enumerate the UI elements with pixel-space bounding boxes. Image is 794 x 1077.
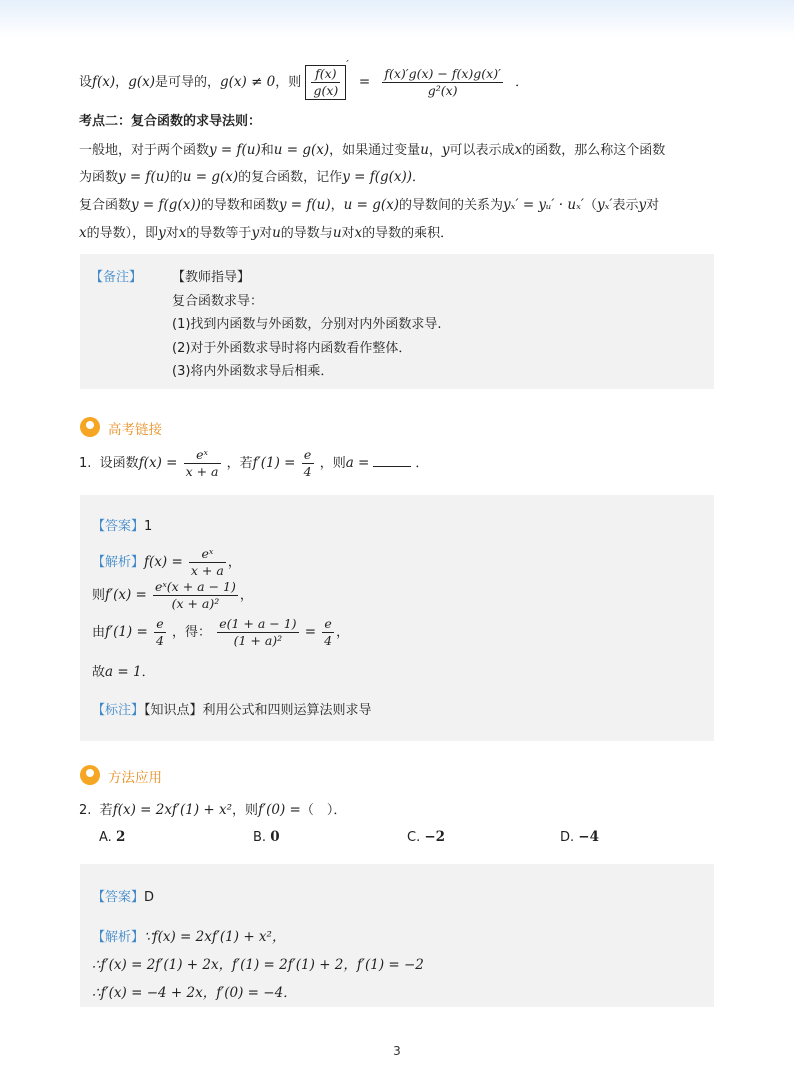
note-panel: [80, 254, 714, 389]
note-line: (3)将内外函数求导后相乘．: [172, 364, 334, 379]
question-2: 2. 若f(x) = 2xf′(1) + x²，则f′(0) =（ ）．: [79, 802, 347, 818]
lightbulb-icon: [80, 765, 100, 785]
analysis-line-1: 【解析】f(x) = $\frac{\text{eˣ}}{x + a}$ ，: [92, 546, 241, 578]
note-line: (2)对于外函数求导时将内函数看作整体．: [172, 340, 412, 356]
answer-blank: [373, 454, 411, 467]
point2-heading: 考点二：复合函数的求导法则：: [79, 114, 262, 129]
note-line: 复合函数求导：: [172, 293, 264, 309]
header-band: [0, 0, 794, 38]
section-title-method: 方法应用: [108, 770, 162, 786]
question-1: 1. 设函数f(x) = $\frac{\text{eˣ}}{x + a}$ ，若f′(1) = $\frac{e}{4}$ ，则a = ．: [79, 447, 429, 479]
note-line: (1)找到内函数与外函数，分别对内外函数求导.: [172, 317, 442, 332]
note-line: 【教师指导】: [172, 270, 251, 285]
quotient-bracket: $\frac{f(x)}{g(x)}$: [305, 65, 346, 100]
point2-line-1: 一般地，对于两个函数y = f(u)和u = g(x)，如果通过变量u，y可以表示成x的函数，那么称这个函数: [79, 142, 666, 158]
quotient-rule-line: 设f(x)，g(x)是可导的，g(x) ≠ 0，则 $\frac{f(x)}{g(x)}$ ′ = $\frac{f(x)'g(x) - f(x)g(x)'}{\text{g²(x)}}$ ．: [79, 58, 529, 98]
option-c: C. −2: [407, 829, 446, 845]
note-label: 【备注】: [90, 270, 143, 285]
analysis-line-4: 故a = 1．: [92, 664, 155, 680]
point2-line-3: 复合函数y = f(g(x))的导数和函数y = f(u)，u = g(x)的导数间的关系为yₓ′ = yᵤ′ · uₓ′（yₓ′表示y对: [79, 197, 660, 213]
analysis-line-2: ∴f′(x) = 2f′(1) + 2x，f′(1) = 2f′(1) + 2，f′(1) = −2: [92, 957, 424, 973]
quotient-rhs: $\frac{f(x)'g(x) - f(x)g(x)'}{\text{g²(x)}}$: [384, 66, 501, 98]
lightbulb-icon: [80, 417, 100, 437]
page-number: 3: [393, 1044, 401, 1058]
point2-line-4: x的导数），即y对x的导数等于y对u的导数与u对x的导数的乘积．: [79, 225, 454, 241]
option-a: A. 2: [99, 829, 126, 845]
answer-panel-2: [80, 864, 714, 1007]
answer-line: 【答案】D: [92, 890, 155, 905]
answer-panel-1: [80, 495, 714, 741]
tag-line: 【标注】【知识点】利用公式和四则运算法则求导: [92, 703, 372, 718]
analysis-line-2: 则f′(x) = $\frac{\text{eˣ(x + a − 1)}}{\text{(x + a)²}}$ ，: [92, 579, 253, 611]
analysis-line-3: 由f′(1) = $\frac{e}{4}$ ，得： $\frac{e(1 + a - 1)}{\text{(1 + a)²}}$ = $\frac{e}{4}$ ，: [92, 616, 350, 648]
analysis-line-3: ∴f′(x) = −4 + 2x，f′(0) = −4．: [92, 985, 297, 1001]
option-b: B. 0: [253, 829, 280, 845]
note-lines: [172, 266, 442, 384]
option-d: D. −4: [560, 829, 600, 845]
section-title-exam-link: 高考链接: [108, 422, 162, 438]
answer-line: 【答案】1: [92, 519, 153, 534]
analysis-line-1: 【解析】∵f(x) = 2xf′(1) + x²，: [92, 929, 286, 945]
point2-line-2: 为函数y = f(u)的u = g(x)的复合函数，记作y = f(g(x))．: [79, 169, 426, 185]
